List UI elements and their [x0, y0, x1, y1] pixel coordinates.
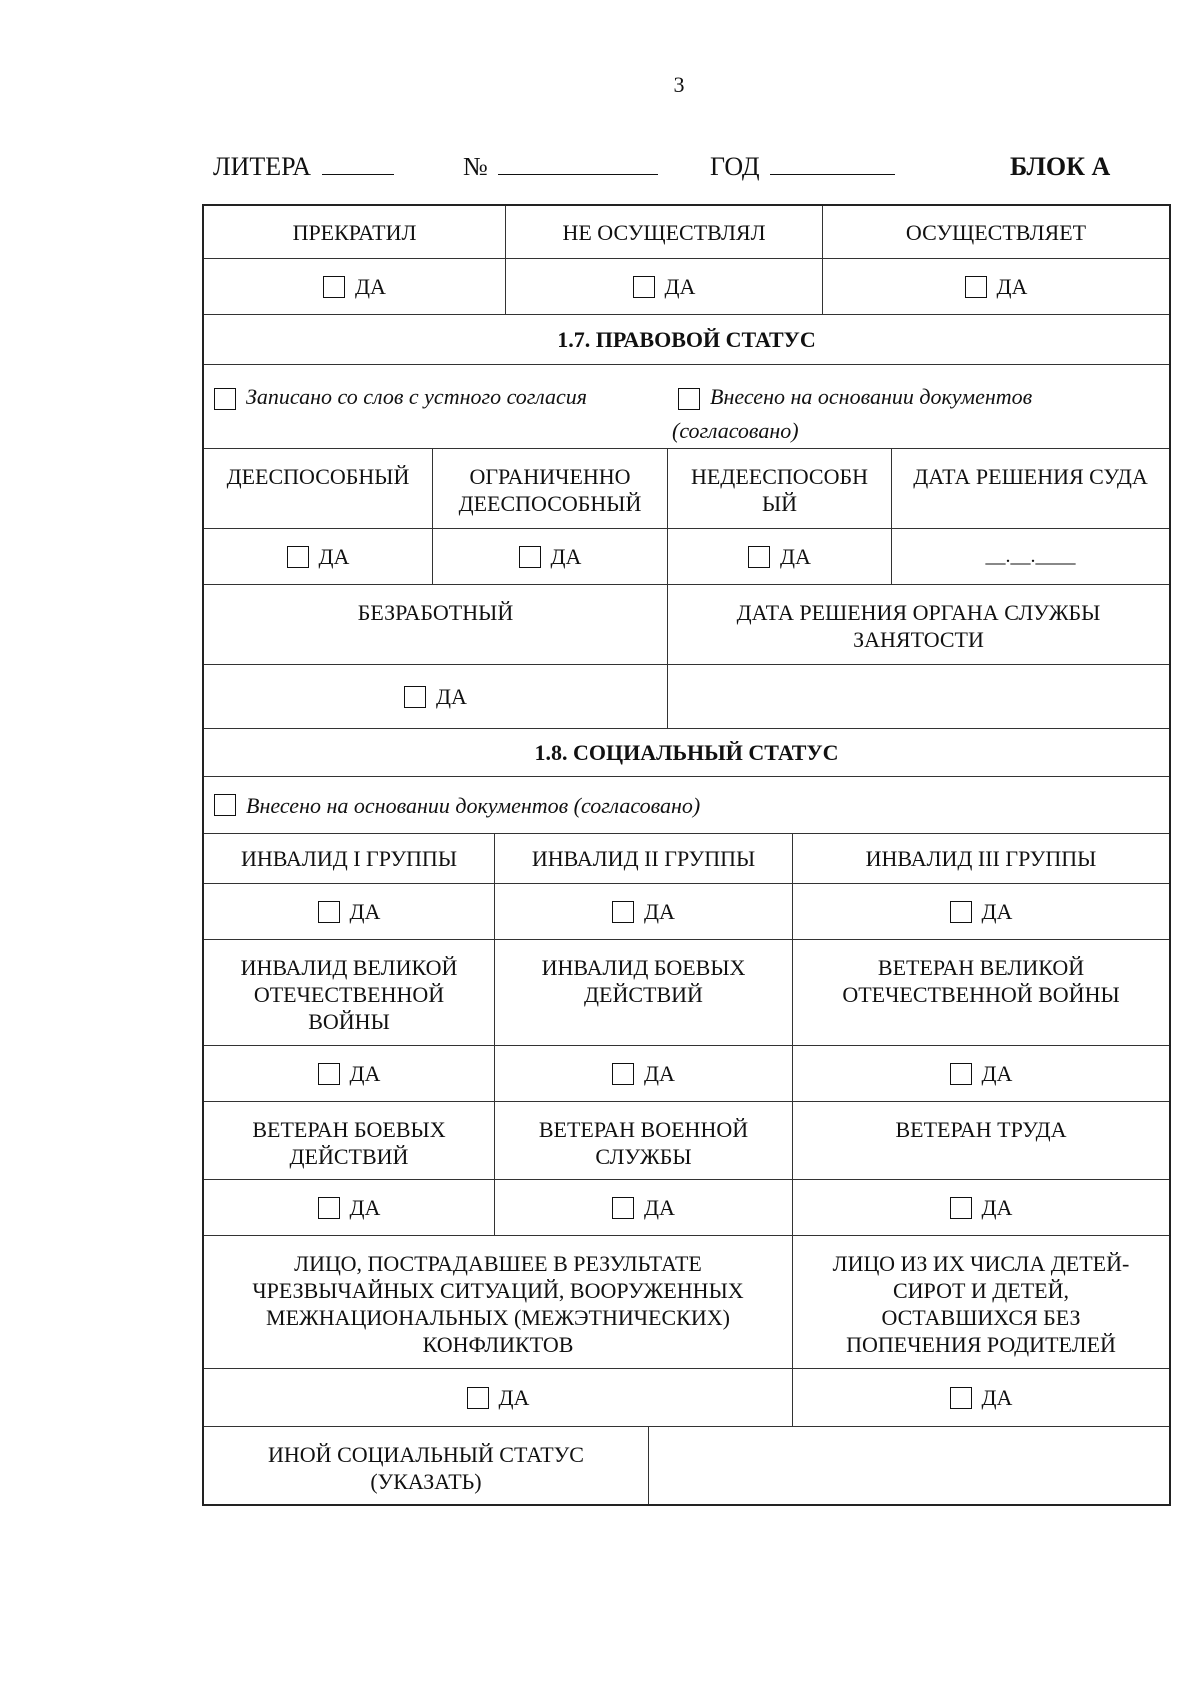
year-field[interactable]: [770, 152, 895, 175]
social-note-docs[interactable]: Внесено на основании документов (согласовано): [204, 777, 1169, 833]
other-social-status-label: ИНОЙ СОЦИАЛЬНЫЙ СТАТУС (УКАЗАТЬ): [268, 1442, 584, 1494]
disabled-group-2-header: ИНВАЛИД II ГРУППЫ: [494, 834, 792, 883]
unemployed-header: БЕЗРАБОТНЫЙ: [357, 600, 514, 625]
activity-performs-yes[interactable]: ДА: [822, 259, 1169, 314]
combat-disabled-yes[interactable]: ДА: [494, 1046, 792, 1101]
checkbox[interactable]: [965, 276, 987, 298]
litera-field[interactable]: [322, 152, 394, 175]
emergency-victim-header: ЛИЦО, ПОСТРАДАВШЕЕ В РЕЗУЛЬТАТЕ ЧРЕЗВЫЧАЙНЫХ СИТУАЦИЙ, ВООРУЖЕННЫХ МЕЖНАЦИОНАЛЬНЫХ (МЕЖЭТНИЧЕСКИХ) КОНФЛИКТОВ: [252, 1251, 744, 1357]
checkbox[interactable]: [323, 276, 345, 298]
disabled-group-3-yes[interactable]: ДА: [792, 884, 1169, 939]
ww2-disabled-header: ИНВАЛИД ВЕЛИКОЙ ОТЕЧЕСТВЕННОЙ ВОЙНЫ: [240, 955, 458, 1034]
checkbox[interactable]: [318, 1063, 340, 1085]
combat-disabled-header: ИНВАЛИД БОЕВЫХ ДЕЙСТВИЙ: [494, 940, 792, 1045]
other-social-status-field[interactable]: [648, 1427, 1169, 1504]
checkbox[interactable]: [214, 388, 236, 410]
checkbox[interactable]: [633, 276, 655, 298]
limited-capable-yes[interactable]: ДА: [432, 529, 667, 584]
disabled-group-2-yes[interactable]: ДА: [494, 884, 792, 939]
orphan-yes[interactable]: ДА: [792, 1369, 1169, 1426]
checkbox[interactable]: [950, 1387, 972, 1409]
note-oral[interactable]: Записано со слов с устного согласия: [214, 383, 587, 410]
note-docs-agreed: (согласовано): [672, 418, 799, 443]
checkbox[interactable]: [612, 1063, 634, 1085]
military-veteran-yes[interactable]: ДА: [494, 1180, 792, 1235]
employment-date-header: ДАТА РЕШЕНИЯ ОРГАНА СЛУЖБЫ ЗАНЯТОСТИ: [667, 585, 1169, 664]
ww2-veteran-header: ВЕТЕРАН ВЕЛИКОЙ ОТЕЧЕСТВЕННОЙ ВОЙНЫ: [792, 940, 1169, 1045]
header-capable: ДЕЕСПОСОБНЫЙ: [226, 464, 410, 489]
checkbox[interactable]: [287, 546, 309, 568]
disabled-group-3-header: ИНВАЛИД III ГРУППЫ: [792, 834, 1169, 883]
checkbox[interactable]: [318, 1197, 340, 1219]
checkbox[interactable]: [748, 546, 770, 568]
checkbox[interactable]: [612, 1197, 634, 1219]
status-form: [202, 204, 1171, 1506]
disabled-group-1-header: ИНВАЛИД I ГРУППЫ: [240, 846, 458, 871]
block-label: БЛОК А: [1010, 152, 1111, 181]
header-court-date: ДАТА РЕШЕНИЯ СУДА: [891, 449, 1169, 528]
checkbox[interactable]: [678, 388, 700, 410]
checkbox[interactable]: [950, 1063, 972, 1085]
header-limited-capable: ОГРАНИЧЕННО ДЕЕСПОСОБНЫЙ: [432, 449, 667, 528]
emergency-victim-yes[interactable]: ДА: [204, 1369, 792, 1426]
header-incapable: НЕДЕЕСПОСОБН ЫЙ: [667, 449, 891, 528]
checkbox[interactable]: [612, 901, 634, 923]
social-status-title: 1.8. СОЦИАЛЬНЫЙ СТАТУС: [534, 740, 839, 765]
page-number: 3: [673, 72, 685, 97]
employment-date-field[interactable]: [667, 665, 1169, 728]
checkbox[interactable]: [404, 686, 426, 708]
checkbox[interactable]: [318, 901, 340, 923]
checkbox[interactable]: [467, 1387, 489, 1409]
incapable-yes[interactable]: ДА: [667, 529, 891, 584]
combat-veteran-header: ВЕТЕРАН БОЕВЫХ ДЕЙСТВИЙ: [252, 1117, 446, 1169]
year-label: ГОД: [710, 152, 760, 181]
capable-yes[interactable]: ДА: [204, 529, 432, 584]
labor-veteran-header: ВЕТЕРАН ТРУДА: [792, 1102, 1169, 1179]
combat-veteran-yes[interactable]: ДА: [204, 1180, 494, 1235]
orphan-header: ЛИЦО ИЗ ИХ ЧИСЛА ДЕТЕЙ-СИРОТ И ДЕТЕЙ, ОСТАВШИХСЯ БЕЗ ПОПЕЧЕНИЯ РОДИТЕЛЕЙ: [792, 1236, 1169, 1368]
activity-header-not-performed: НЕ ОСУЩЕСТВЛЯЛ: [505, 206, 822, 258]
labor-veteran-yes[interactable]: ДА: [792, 1180, 1169, 1235]
checkbox[interactable]: [950, 901, 972, 923]
checkbox[interactable]: [519, 546, 541, 568]
checkbox[interactable]: [950, 1197, 972, 1219]
number-label: №: [463, 152, 488, 181]
checkbox[interactable]: [214, 794, 236, 816]
legal-status-title: 1.7. ПРАВОВОЙ СТАТУС: [557, 327, 816, 352]
note-docs[interactable]: Внесено на основании документов: [678, 383, 1032, 410]
activity-header-performs: ОСУЩЕСТВЛЯЕТ: [822, 206, 1169, 258]
litera-label: ЛИТЕРА: [213, 152, 312, 181]
activity-not-performed-yes[interactable]: ДА: [505, 259, 822, 314]
number-field[interactable]: [498, 152, 658, 175]
activity-stopped-yes[interactable]: ДА: [204, 259, 505, 314]
activity-header-stopped: ПРЕКРАТИЛ: [292, 219, 417, 245]
ww2-disabled-yes[interactable]: ДА: [204, 1046, 494, 1101]
unemployed-yes[interactable]: ДА: [204, 665, 667, 728]
legal-status-source-notes: [204, 365, 1169, 448]
disabled-group-1-yes[interactable]: ДА: [204, 884, 494, 939]
form-header: [213, 152, 1125, 188]
military-veteran-header: ВЕТЕРАН ВОЕННОЙ СЛУЖБЫ: [494, 1102, 792, 1179]
ww2-veteran-yes[interactable]: ДА: [792, 1046, 1169, 1101]
court-date-field[interactable]: __.__.____: [891, 529, 1169, 584]
